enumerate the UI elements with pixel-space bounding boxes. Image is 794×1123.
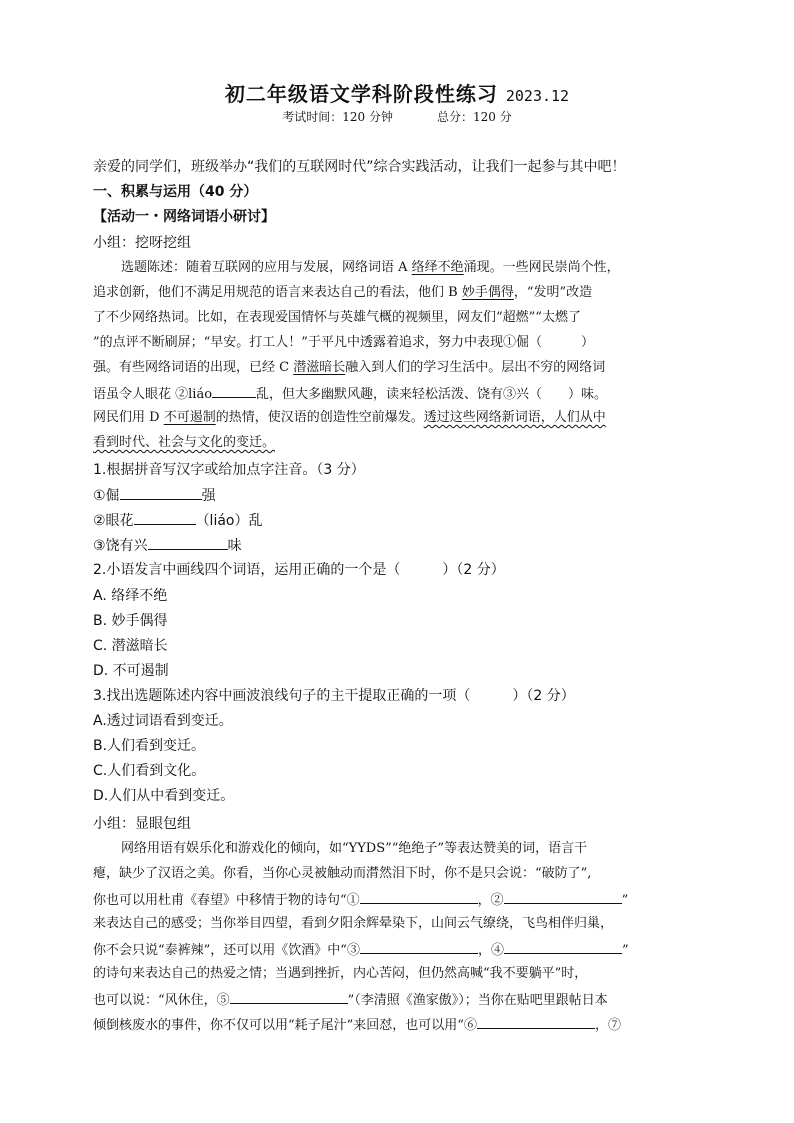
question-stem: 3.找出选题陈述内容中画波浪线句子的主干提取正确的一项（ ）（2 分） <box>93 688 575 704</box>
question-item: ①倔 强 <box>93 485 216 506</box>
question-item: ②眼花 （liáo）乱 <box>93 510 263 531</box>
option[interactable]: D. 不可遏制 <box>93 663 169 679</box>
option[interactable]: A. 络绎不绝 <box>93 588 168 604</box>
passage-line: 也可以说：“风休住，⑤ ”（李清照《渔家傲》）；当你在贴吧里跟帖日本 <box>93 989 608 1011</box>
passage-line: ”的点评不断刷屏；“早安。打工人！”于平凡中透露着追求，努力中表现①倔（ ） <box>93 335 594 350</box>
passage-line: 来表达自己的感受；当你举目四望，看到夕阳余辉晕染下，山间云气缭绕，飞鸟相伴归巢， <box>93 916 614 931</box>
answer-blank[interactable] <box>504 889 622 904</box>
underlined-word: 妙手偶得 <box>461 285 514 300</box>
exam-date: 2023.12 <box>505 87 570 105</box>
exam-info <box>0 108 794 125</box>
option[interactable]: D.人们从中看到变迁。 <box>93 788 235 804</box>
group-label: 小组：挖呀挖组 <box>93 235 191 251</box>
question-stem: 1.根据拼音写汉字或给加点字注音。（3 分） <box>93 462 365 478</box>
answer-blank[interactable] <box>504 939 622 954</box>
answer-blank[interactable] <box>134 510 196 525</box>
answer-blank[interactable] <box>230 989 348 1004</box>
option[interactable]: B. 妙手偶得 <box>93 613 168 629</box>
answer-blank[interactable] <box>477 1014 595 1029</box>
option[interactable]: C. 潜滋暗长 <box>93 638 168 654</box>
underlined-word: 潜滋暗长 <box>293 360 346 375</box>
question-stem: 2.小语发言中画线四个词语，运用正确的一个是（ ）（2 分） <box>93 562 505 578</box>
activity-heading: 【活动一・网络词语小研讨】 <box>93 209 275 225</box>
underlined-word: 不可遏制 <box>163 410 216 425</box>
passage-line: 语虽令人眼花 ②liáo 乱，但大多幽默风趣，读来轻松活泼、饶有③兴（ ）味。 <box>93 383 607 405</box>
passage-line <box>93 433 275 453</box>
question-item: ③饶有兴 味 <box>93 535 242 556</box>
answer-blank[interactable] <box>212 383 256 398</box>
underlined-word: 络绎不绝 <box>411 260 464 275</box>
intro-text: 亲爱的同学们，班级举办“我们的互联网时代”综合实践活动，让我们一起参与其中吧！ <box>93 159 626 175</box>
answer-blank[interactable] <box>360 889 478 904</box>
passage-line: 选题陈述：随着互联网的应用与发展，网络词语 A 络绎不绝涌现。一些网民崇尚个性， <box>121 260 620 275</box>
answer-blank[interactable] <box>148 535 228 550</box>
wavy-sentence: 透过这些网络新词语，人们从中 <box>423 410 606 425</box>
passage-line: 追求创新，他们不满足用规范的语言来表达自己的看法，他们 B 妙手偶得，“发明”改造 <box>93 285 593 300</box>
title-text: 初二年级语文学科阶段性练习 <box>224 82 498 106</box>
passage-line: 的诗句来表达自己的热爱之情；当遇到挫折，内心苦闷，但仍然高喊“我不要躺平”时， <box>93 966 588 981</box>
answer-blank[interactable] <box>360 939 478 954</box>
exam-time: 考试时间：120 分钟 <box>282 110 393 124</box>
group-label: 小组：显眼包组 <box>93 816 191 832</box>
page-title <box>0 78 794 107</box>
passage-line: 瘪，缺少了汉语之美。你看，当你心灵被触动而潸然泪下时，你不是只会说：“破防了”, <box>93 866 592 881</box>
passage-line: 了不少网络热词。比如，在表现爱国情怀与英雄气概的视频里，网友们“超燃”“太燃了 <box>93 310 581 325</box>
passage-line: 强。有些网络词语的出现，已经 C 潜滋暗长融入到人们的学习生活中。层出不穷的网络词 <box>93 360 606 375</box>
option[interactable]: C.人们看到文化。 <box>93 763 206 779</box>
section-heading: 一、积累与运用（40 分） <box>93 184 258 200</box>
answer-blank[interactable] <box>120 485 202 500</box>
passage-line: 网络用语有娱乐化和游戏化的倾向，如“YYDS”“绝绝子”等表达赞美的词，语言干 <box>121 841 588 856</box>
option[interactable]: A.透过词语看到变迁。 <box>93 713 233 729</box>
passage-line: 你也可以用杜甫《春望》中移情于物的诗句“① ，② ” <box>93 889 628 911</box>
total-score: 总分：120 分 <box>437 110 512 124</box>
option[interactable]: B.人们看到变迁。 <box>93 738 206 754</box>
passage-line: 你不会只说“泰裤辣”，还可以用《饮酒》中“③ ，④ ” <box>93 939 629 961</box>
passage-line: 倾倒核废水的事件，你不仅可以用“耗子尾汁”来回怼，也可以用“⑥ ，⑦ <box>93 1014 621 1036</box>
wavy-sentence: 看到时代、社会与文化的变迁。 <box>93 435 276 450</box>
passage-line: 网民们用 D 不可遏制的热情，使汉语的创造性空前爆发。透过这些网络新词语，人们从中 <box>93 410 606 425</box>
